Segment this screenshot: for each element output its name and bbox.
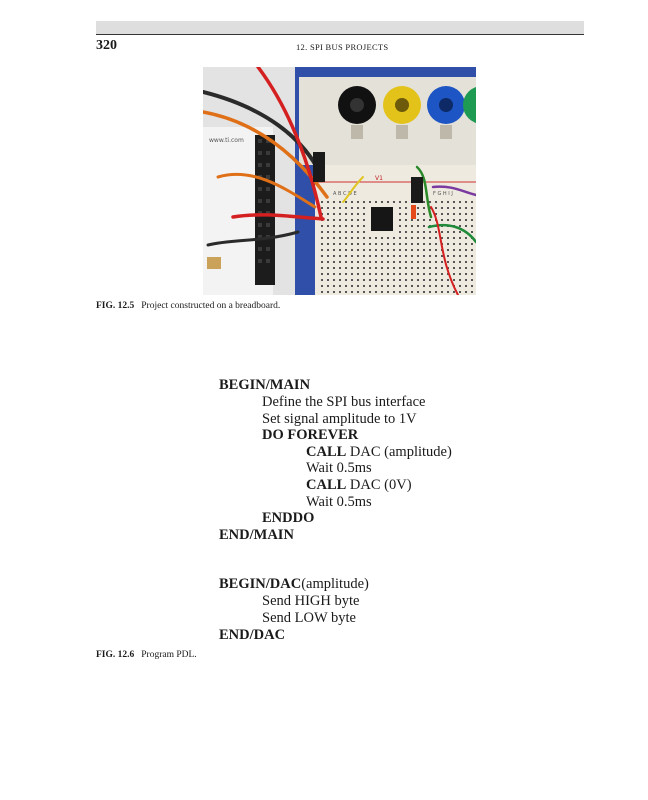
pdl-line-define: Define the SPI bus interface xyxy=(262,394,426,410)
svg-text:V1: V1 xyxy=(375,175,383,182)
svg-text:A B C D E: A B C D E xyxy=(333,191,357,197)
pdl-end-main: END/MAIN xyxy=(219,527,294,543)
board-text: www.ti.com xyxy=(209,137,244,144)
pdl-call-2: CALL DAC (0V) xyxy=(306,477,412,493)
figure-caption-text-2: Program PDL. xyxy=(141,650,197,660)
svg-text:F G H I J: F G H I J xyxy=(433,191,453,197)
pdl-line-set: Set signal amplitude to 1V xyxy=(262,411,417,427)
pdl-send-high: Send HIGH byte xyxy=(262,593,360,609)
breadboard-photo xyxy=(203,67,476,295)
running-head: 12. SPI BUS PROJECTS xyxy=(296,42,389,52)
dac-chip xyxy=(371,207,393,231)
breadboard xyxy=(315,165,476,295)
header-rule xyxy=(96,34,584,35)
pdl-call-1: CALL DAC (amplitude) xyxy=(306,444,452,460)
pdl-end-dac: END/DAC xyxy=(219,627,286,643)
page-number: 320 xyxy=(96,38,117,53)
pdl-enddo: ENDDO xyxy=(262,510,315,526)
figure-caption xyxy=(96,301,280,311)
figure-caption-2 xyxy=(96,650,197,660)
pdl-wait-2: Wait 0.5ms xyxy=(306,494,372,510)
pdl-begin-dac: BEGIN/DAC(amplitude) xyxy=(219,576,369,592)
pdl-wait-1: Wait 0.5ms xyxy=(306,460,372,476)
pdl-begin-main: BEGIN/MAIN xyxy=(219,377,311,393)
pdl-do-forever: DO FOREVER xyxy=(262,427,359,443)
header-bar xyxy=(96,21,584,34)
pdl-send-low: Send LOW byte xyxy=(262,610,356,626)
figure-label-2: FIG. 12.6 xyxy=(96,650,135,660)
figure-label: FIG. 12.5 xyxy=(96,301,135,311)
figure-caption-text: Project constructed on a breadboard. xyxy=(141,301,281,311)
